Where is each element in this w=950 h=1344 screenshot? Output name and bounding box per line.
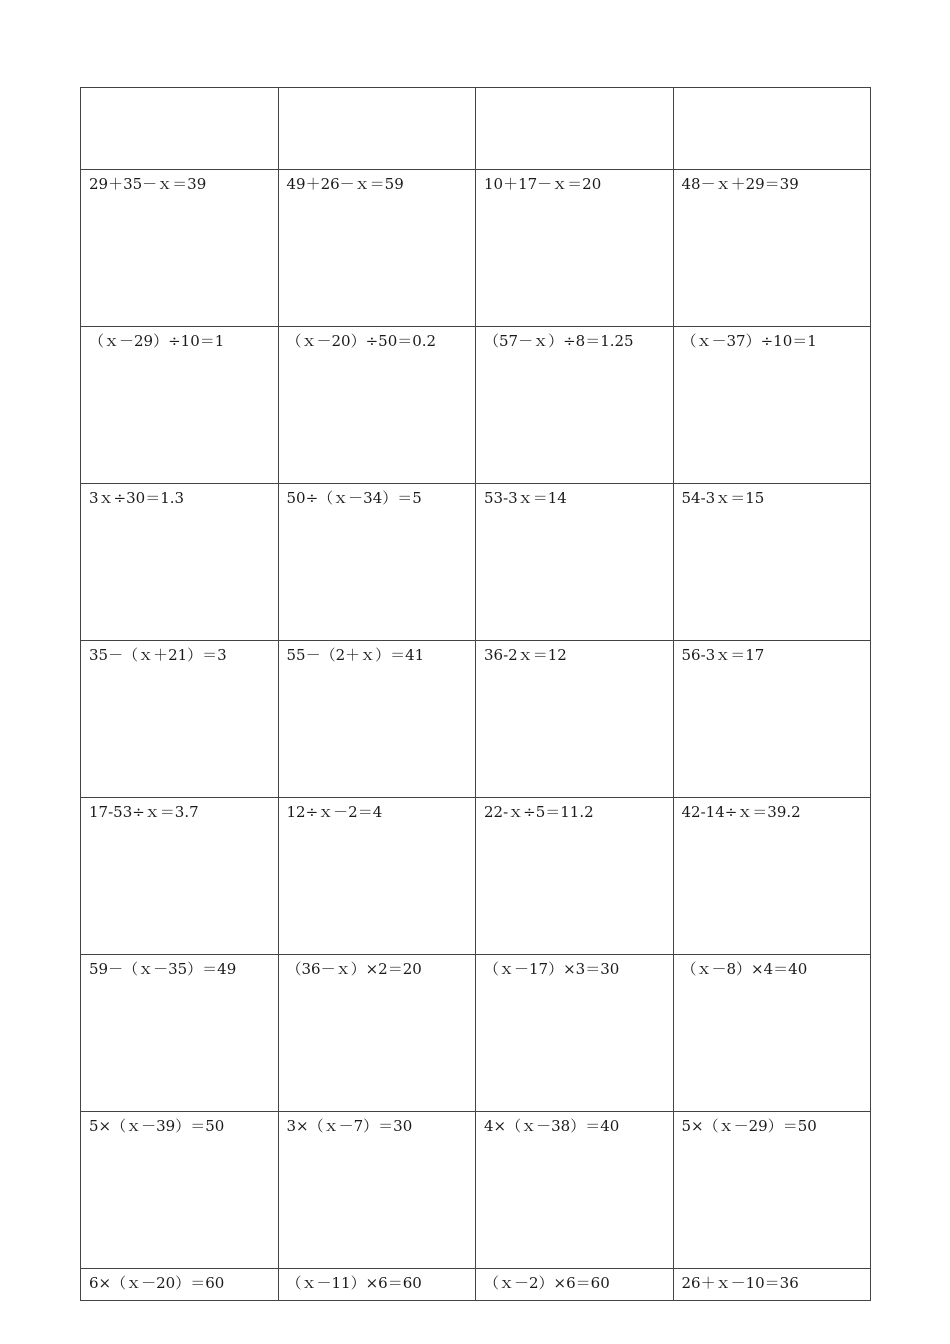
equation-cell: 6×（ｘ－20）＝60 <box>81 1269 279 1301</box>
equation-cell: 22-ｘ÷5＝11.2 <box>476 798 674 955</box>
equation-cell: 29＋35－ｘ＝39 <box>81 170 279 327</box>
equation-row <box>81 1112 871 1269</box>
equation-cell: 5×（ｘ－39）＝50 <box>81 1112 279 1269</box>
equation-cell: 54-3ｘ＝15 <box>673 484 871 641</box>
equation-row <box>81 955 871 1112</box>
equation-cell: 4×（ｘ－38）＝40 <box>476 1112 674 1269</box>
equation-cell: 59－（ｘ－35）＝49 <box>81 955 279 1112</box>
equation-row <box>81 798 871 955</box>
equation-cell: （ｘ－17）×3＝30 <box>476 955 674 1112</box>
equation-cell: （ｘ－2）×6＝60 <box>476 1269 674 1301</box>
header-cell <box>278 88 476 170</box>
equation-cell: 55－（2＋ｘ）＝41 <box>278 641 476 798</box>
equation-cell: 10＋17－ｘ＝20 <box>476 170 674 327</box>
equation-row <box>81 327 871 484</box>
equation-cell: （ｘ－37）÷10＝1 <box>673 327 871 484</box>
equation-cell: 50÷（ｘ－34）＝5 <box>278 484 476 641</box>
equation-row <box>81 1269 871 1301</box>
equation-cell: 56-3ｘ＝17 <box>673 641 871 798</box>
equation-cell: 5×（ｘ－29）＝50 <box>673 1112 871 1269</box>
equation-worksheet-table <box>80 87 871 1301</box>
equation-row <box>81 484 871 641</box>
equation-cell: 48－ｘ＋29＝39 <box>673 170 871 327</box>
equation-cell: 3×（ｘ－7）＝30 <box>278 1112 476 1269</box>
equation-row <box>81 641 871 798</box>
equation-cell: （ｘ－8）×4＝40 <box>673 955 871 1112</box>
equation-cell: 12÷ｘ－2＝4 <box>278 798 476 955</box>
equation-cell: 36-2ｘ＝12 <box>476 641 674 798</box>
equation-cell: （ｘ－11）×6＝60 <box>278 1269 476 1301</box>
header-cell <box>81 88 279 170</box>
equation-cell: 53-3ｘ＝14 <box>476 484 674 641</box>
equation-cell: 49＋26－ｘ＝59 <box>278 170 476 327</box>
equation-cell: 42-14÷ｘ＝39.2 <box>673 798 871 955</box>
equation-cell: （ｘ－20）÷50＝0.2 <box>278 327 476 484</box>
equation-cell: （ｘ－29）÷10＝1 <box>81 327 279 484</box>
equation-cell: 17-53÷ｘ＝3.7 <box>81 798 279 955</box>
equation-cell: 3ｘ÷30＝1.3 <box>81 484 279 641</box>
equation-row <box>81 170 871 327</box>
equation-cell: （57－ｘ）÷8＝1.25 <box>476 327 674 484</box>
equation-cell: （36－ｘ）×2＝20 <box>278 955 476 1112</box>
equation-cell: 35－（ｘ＋21）＝3 <box>81 641 279 798</box>
header-cell <box>476 88 674 170</box>
equation-cell: 26＋ｘ－10＝36 <box>673 1269 871 1301</box>
header-cell <box>673 88 871 170</box>
header-row <box>81 88 871 170</box>
